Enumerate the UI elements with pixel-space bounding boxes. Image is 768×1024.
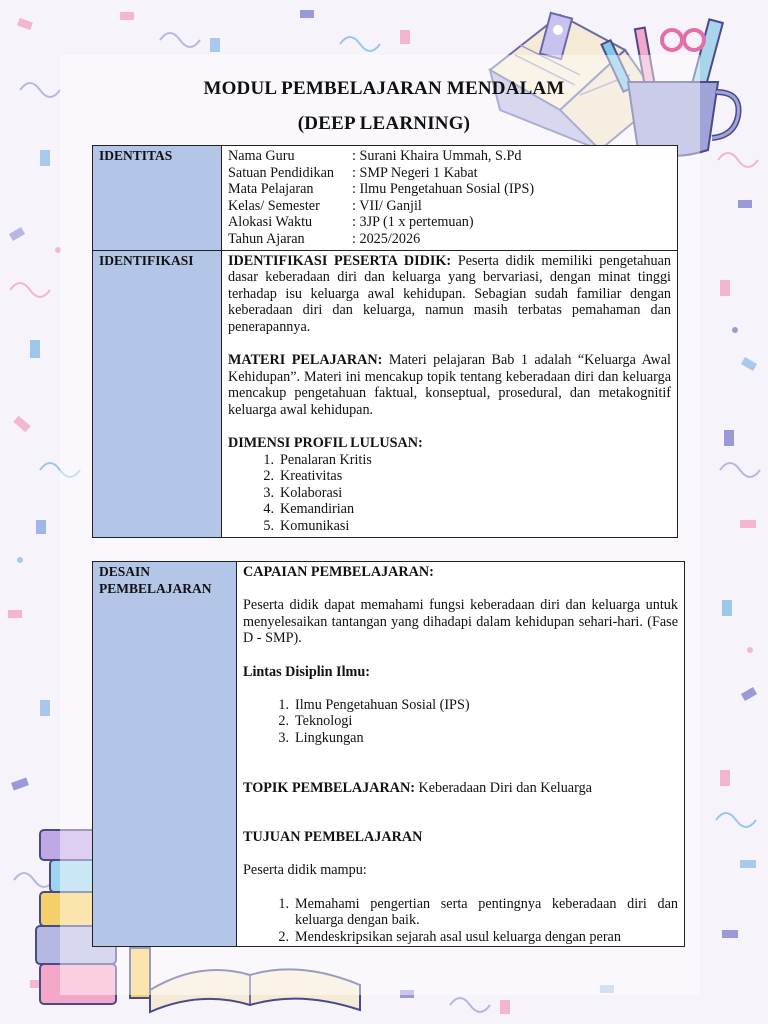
identitas-field	[228, 214, 671, 231]
identifikasi-content	[222, 250, 678, 537]
desain-label-line1: DESAIN	[99, 564, 151, 579]
identitas-field	[228, 181, 671, 198]
field-key: Kelas/ Semester	[228, 197, 320, 214]
identitas-field	[228, 165, 671, 182]
page-subtitle: (DEEP LEARNING)	[297, 113, 471, 134]
dimensi-list	[228, 452, 671, 535]
list-item	[228, 501, 671, 518]
identifikasi-label: IDENTIFIKASI	[93, 250, 222, 537]
tujuan-heading-line	[243, 829, 678, 846]
peserta-paragraph	[228, 253, 671, 336]
identitas-content	[222, 146, 678, 251]
dimensi-heading-line	[228, 435, 671, 452]
list-item	[243, 929, 678, 944]
tujuan-heading: TUJUAN PEMBELAJARAN	[243, 829, 423, 846]
field-key: Tahun Ajaran	[228, 230, 305, 247]
list-number: 4.	[263, 501, 274, 518]
dimensi-heading: DIMENSI PROFIL LULUSAN:	[228, 435, 423, 452]
field-key: Alokasi Waktu	[228, 214, 313, 231]
field-value: : SMP Negeri 1 Kabat	[352, 164, 478, 181]
list-text: Mendeskripsikan sejarah asal usul keluarga dengan peran	[295, 928, 621, 944]
list-number: 2.	[278, 713, 289, 730]
list-text: Kolaborasi	[280, 484, 343, 501]
list-number: 1.	[278, 696, 289, 713]
topik-paragraph	[243, 780, 678, 797]
list-text: Memahami pengertian serta pentingnya keberadaan diri dan keluarga dengan baik.	[295, 895, 678, 929]
identitas-field	[228, 231, 671, 248]
peserta-heading: IDENTIFIKASI PESERTA DIDIK:	[228, 252, 452, 269]
lintas-heading: Lintas Disiplin Ilmu:	[243, 663, 370, 680]
list-item	[228, 518, 671, 535]
capaian-text: Peserta didik dapat memahami fungsi keberadaan diri dan keluarga untuk menyelesaikan tantangan yang dihadapi dalam kehidupan sehari-hari. (Fase D - SMP).	[243, 597, 678, 647]
list-text: Ilmu Pengetahuan Sosial (IPS)	[295, 696, 470, 713]
field-key: Nama Guru	[228, 148, 295, 164]
identity-table	[92, 145, 678, 538]
desain-content-inner	[243, 564, 678, 944]
list-number: 2.	[278, 928, 289, 944]
list-number: 5.	[263, 518, 274, 535]
field-value: : 3JP (1 x pertemuan)	[352, 214, 474, 231]
identitas-row	[93, 146, 678, 251]
materi-paragraph	[228, 352, 671, 418]
capaian-heading: CAPAIAN PEMBELAJARAN:	[243, 564, 434, 580]
materi-text: Materi pelajaran Bab 1 adalah “Keluarga Awal Kehidupan”. Materi ini mencakup topik tentang keberadaan diri dan keluarga mencakup pengetahuan faktual, konseptual, prosedural, dan metakognitif keluarga awal kehidupan.	[228, 352, 671, 418]
list-number: 2.	[263, 468, 274, 485]
desain-content	[237, 562, 685, 947]
desain-label	[93, 562, 237, 947]
lintas-list	[243, 697, 678, 747]
tujuan-list	[243, 896, 678, 945]
list-item	[243, 896, 678, 929]
identitas-field	[228, 148, 671, 165]
confetti-right	[716, 153, 760, 938]
confetti-top	[120, 10, 410, 52]
design-table	[92, 561, 685, 947]
list-number: 1.	[263, 451, 274, 468]
desain-label-line2: PEMBELAJARAN	[99, 580, 212, 596]
field-value: : VII/ Ganjil	[352, 197, 422, 214]
field-value: : Ilmu Pengetahuan Sosial (IPS)	[352, 181, 535, 198]
field-value: : 2025/2026	[352, 230, 421, 247]
list-item	[228, 485, 671, 502]
identifikasi-row	[93, 250, 678, 537]
list-item	[228, 452, 671, 469]
list-text: Lingkungan	[295, 729, 364, 746]
list-item	[243, 697, 678, 714]
list-item	[243, 730, 678, 747]
field-value: : Surani Khaira Ummah, S.Pd	[352, 148, 522, 164]
list-text: Kemandirian	[280, 501, 355, 518]
identitas-field	[228, 198, 671, 215]
field-key: Satuan Pendidikan	[228, 164, 334, 181]
materi-heading: MATERI PELAJARAN:	[228, 352, 383, 369]
list-number: 3.	[263, 484, 274, 501]
list-number: 3.	[278, 729, 289, 746]
list-item	[243, 713, 678, 730]
list-item	[228, 468, 671, 485]
page-title: MODUL PEMBELAJARAN MENDALAM	[203, 78, 565, 99]
list-text: Kreativitas	[280, 468, 343, 485]
topik-heading: TOPIK PEMBELAJARAN:	[243, 779, 415, 796]
desain-row	[93, 562, 685, 947]
list-text: Penalaran Kritis	[280, 451, 372, 468]
peserta-text: Peserta didik memiliki pengetahuan dasar keberadaan diri dan keluarga yang bervariasi, dengan minat tinggi terhadap isu keluarga awal kehidupan. Sebagian sudah familiar dengan keberadaan diri dan keluarga, namun masih terbatas pemahaman dan penerapannya.	[228, 252, 671, 335]
topik-text: Keberadaan Diri dan Keluarga	[418, 779, 592, 796]
tujuan-intro: Peserta didik mampu:	[243, 862, 367, 879]
list-text: Komunikasi	[280, 518, 350, 535]
list-number: 1.	[278, 895, 289, 912]
identitas-label: IDENTITAS	[93, 146, 222, 251]
field-key: Mata Pelajaran	[228, 181, 314, 198]
list-text: Teknologi	[295, 713, 353, 730]
lintas-heading-line	[243, 664, 678, 681]
capaian-heading-line	[243, 564, 678, 581]
